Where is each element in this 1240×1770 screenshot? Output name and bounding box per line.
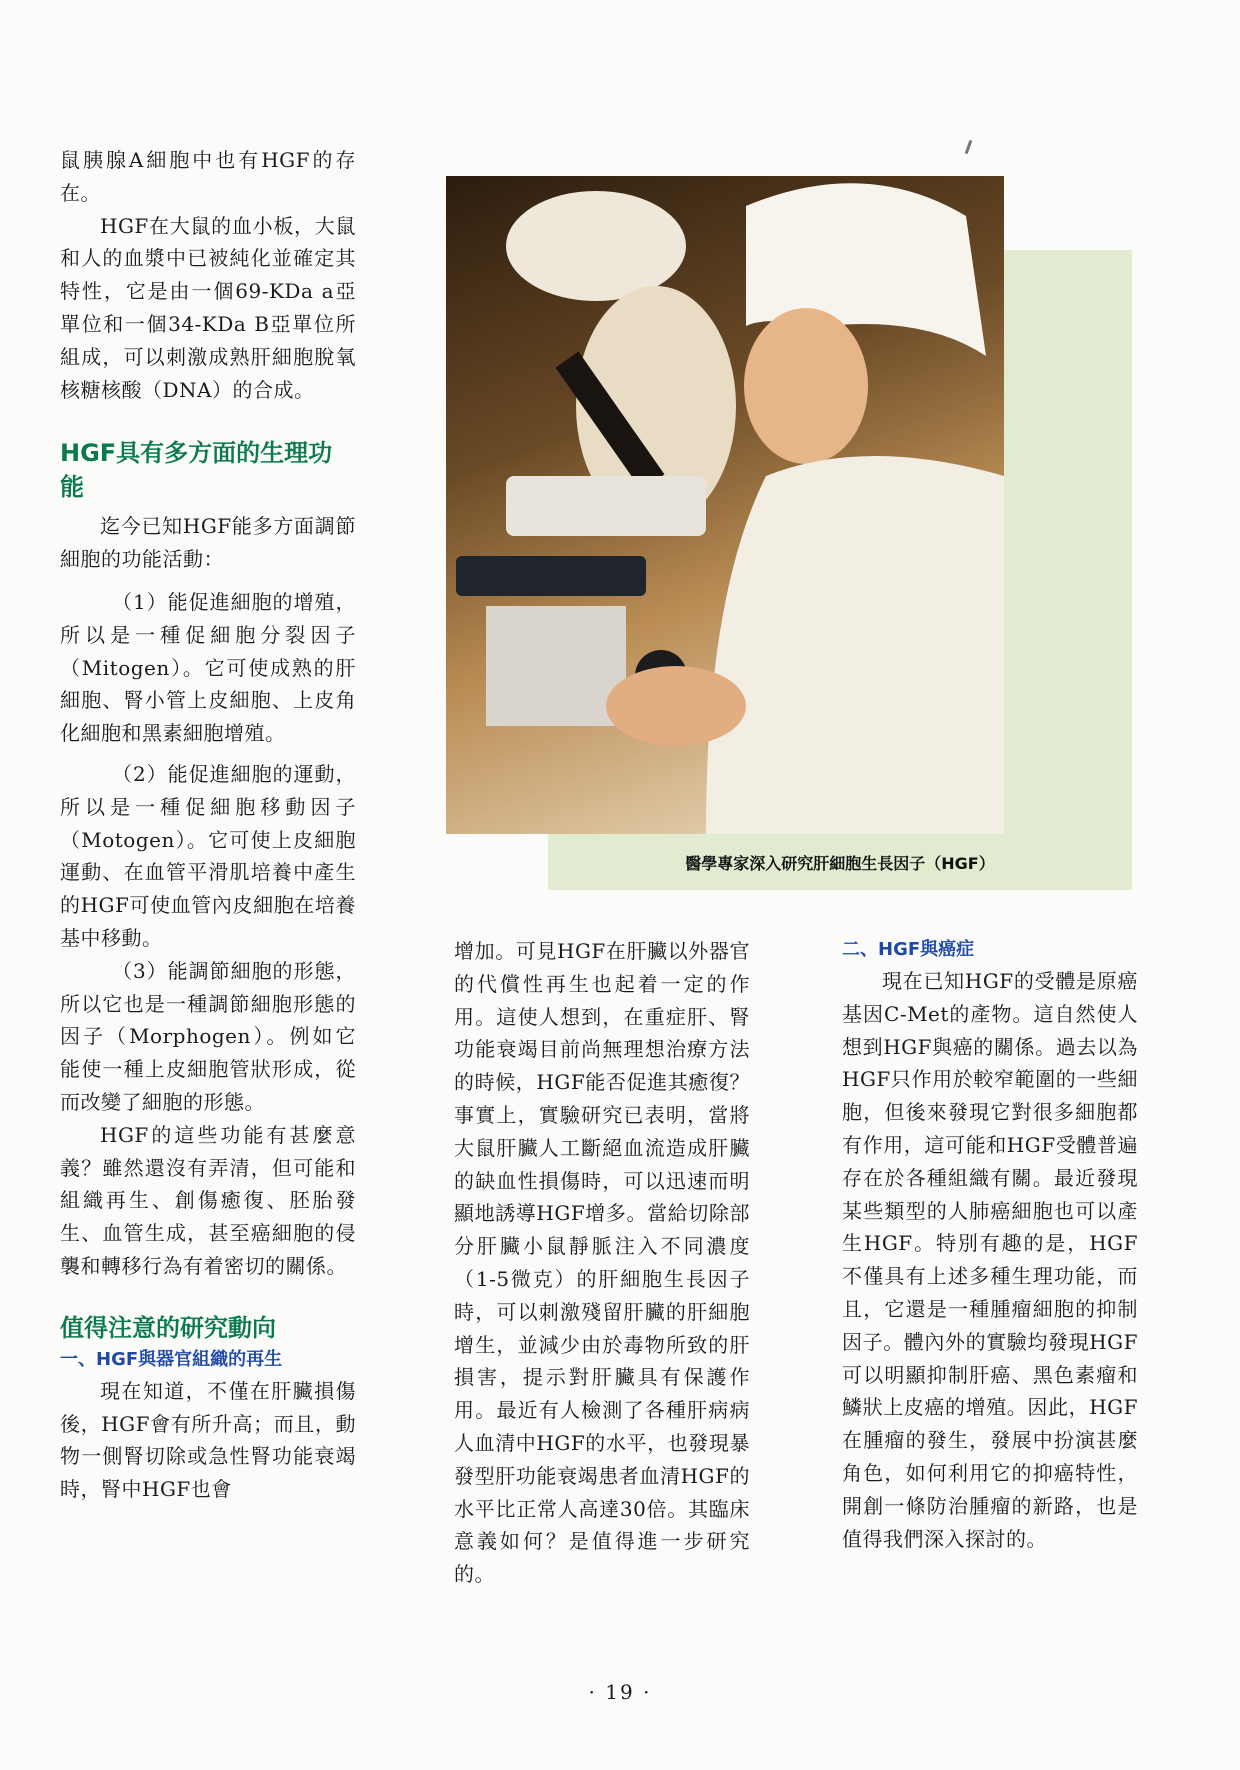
researcher-coat [706, 456, 1004, 834]
paragraph: 現在已知HGF的受體是原癌基因C-Met的產物。這自然使人想到HGF與癌的關係。過去以為HGF只作用於較窄範圍的一些細胞，但後來發現它對很多細胞都有作用，這可能和HGF受體普遍存在於各種組織有關。最近發現某些類型的人肺癌細胞也可以產生HGF。特別有趣的是，HGF不僅具有上述多種生理功能，而且，它還是一種腫瘤細胞的抑制因子。體內外的實驗均發現HGF可以明顯抑制肝癌、黑色素瘤和鱗狀上皮癌的增殖。因此，HGF在腫瘤的發生，發展中扮演甚麼角色，如何利用它的抑癌特性，開創一條防治腫瘤的新路，也是值得我們深入探討的。 [842, 969, 1138, 1551]
column-right [842, 935, 1138, 1555]
page-number: · 19 · [588, 1680, 652, 1704]
section-heading: 值得注意的研究動向 [60, 1313, 276, 1342]
paragraph: （3）能調節細胞的形態，所以它也是一種調節細胞形態的因子（Morphogen）。例如它能使一種上皮細胞管狀形成，從而改變了細胞的形態。 [60, 958, 356, 1114]
paragraph: HGF在大鼠的血小板，大鼠和人的血漿中已被純化並確定其特性，它是由一個69-KDa a亞單位和一個34-KDa B亞單位所組成，可以刺激成熟肝細胞脫氧核糖核酸（DNA）的合成。 [60, 213, 356, 402]
microscope-arm [506, 476, 706, 536]
microscope-base [486, 606, 626, 726]
background-cap [506, 191, 686, 301]
lab-photo-illustration [446, 176, 1004, 834]
paragraph: HGF的這些功能有甚麼意義？雖然還沒有弄清，但可能和組織再生、創傷癒復、胚胎發生、血管生成，甚至癌細胞的侵襲和轉移行為有着密切的關係。 [60, 1122, 356, 1278]
researcher-face [744, 308, 868, 464]
scan-mark [965, 140, 973, 154]
researcher-hand [606, 666, 746, 746]
column-middle [454, 935, 750, 1591]
photo-caption: 醫學專家深入研究肝細胞生長因子（HGF） [685, 853, 995, 873]
sub-heading: 一、HGF與器官組織的再生 [60, 1348, 283, 1370]
column-left [60, 144, 356, 1506]
sub-heading: 二、HGF與癌症 [842, 939, 975, 960]
section-heading: HGF具有多方面的生理功能 [60, 439, 333, 502]
paragraph: （2）能促進細胞的運動，所以是一種促細胞移動因子（Motogen）。它可使上皮細胞運動、在血管平滑肌培養中產生的HGF可使血管內皮細胞在培養基中移動。 [60, 761, 356, 950]
paragraph: （1）能促進細胞的增殖，所以是一種促細胞分裂因子（Mitogen）。它可使成熟的肝細胞、腎小管上皮細胞、上皮角化細胞和黑素細胞增殖。 [60, 589, 356, 746]
lab-photo [446, 176, 1004, 834]
paragraph: 現在知道，不僅在肝臟損傷後，HGF會有所升高；而且，動物一側腎切除或急性腎功能衰竭時，腎中HGF也會 [60, 1378, 356, 1502]
paragraph: 鼠胰腺A細胞中也有HGF的存在。 [60, 148, 356, 205]
microscope-stage [456, 556, 646, 596]
paragraph: 增加。可見HGF在肝臟以外器官的代償性再生也起着一定的作用。這使人想到，在重症肝、腎功能衰竭目前尚無理想治療方法的時候，HGF能否促進其癒復？事實上，實驗研究已表明，當將大鼠肝臟人工斷絕血流造成肝臟的缺血性損傷時，可以迅速而明顯地誘導HGF增多。當給切除部分肝臟小鼠靜脈注入不同濃度（1-5微克）的肝細胞生長因子時，可以刺激殘留肝臟的肝細胞增生，並減少由於毒物所致的肝損害，提示對肝臟具有保護作用。最近有人檢測了各種肝病病人血清中HGF的水平，也發現暴發型肝功能衰竭患者血清HGF的水平比正常人高達30倍。其臨床意義如何？是值得進一步研究的。 [454, 939, 750, 1587]
paragraph: 迄今已知HGF能多方面調節細胞的功能活動： [60, 514, 356, 572]
